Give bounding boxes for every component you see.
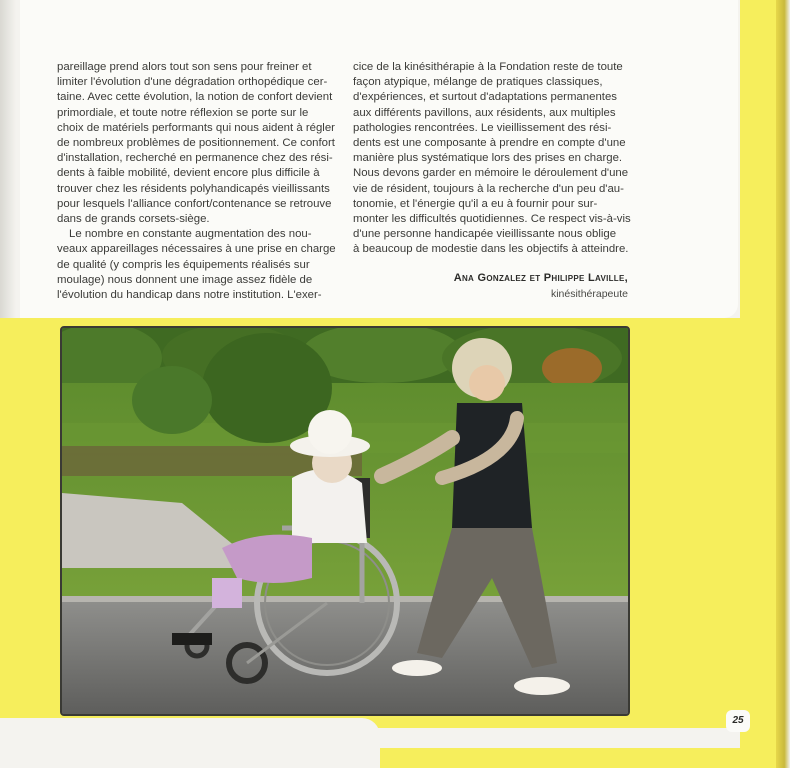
text-line: à beaucoup de modestie dans les objectifs à atteindre. (353, 243, 629, 256)
page-edge (776, 0, 790, 768)
text-line: vie de résident, toujours à la recherche d'un peu d'au- (353, 182, 624, 195)
text-line: dents à faible mobilité, devient encore plus difficile à (57, 167, 320, 180)
text-line: l'évolution du handicap dans notre institution. L'exer- (57, 289, 322, 302)
text-line: limiter l'évolution d'une dégradation orthopédique cer- (57, 76, 328, 89)
text-line: façon atypique, mélange de pratiques classiques, (353, 76, 603, 89)
text-line: Nous devons garder en mémoire le déroulement d'une (353, 167, 629, 180)
author-role: kinésithérapeute (550, 288, 628, 300)
text-line: taine. Avec cette évolution, la notion de confort devient (57, 91, 333, 104)
author-names: Ana Gonzalez et Philippe Laville, (453, 272, 628, 284)
text-line: aux différents pavillons, aux résidents, aux multiples (353, 106, 616, 119)
page-number: 25 (726, 710, 750, 732)
text-line: d'une personne handicapée vieillissante nous oblige (353, 228, 617, 241)
article-column-left (57, 60, 343, 303)
text-line: veaux appareillages nécessaires à une prise en charge (57, 243, 336, 256)
bottom-page-area (0, 718, 380, 768)
text-line: d'expériences, et surtout d'adaptations permanentes (353, 91, 617, 104)
text-line: dans de grands corsets-siège. (57, 213, 210, 226)
article-photo (60, 326, 630, 716)
yellow-margin (740, 0, 778, 768)
article-column-right (353, 60, 631, 258)
text-line: pathologies rencontrées. Le vieillissement des rési- (353, 121, 612, 134)
text-line: monter les difficultés quotidiennes. Ce respect vis-à-vis (353, 213, 631, 226)
text-line: d'installation, recherché en permanence chez des rési- (57, 152, 333, 165)
text-line: tonomie, et l'énergie qu'il a eu à fournir pour sur- (353, 197, 598, 210)
photo-illustration (62, 328, 628, 714)
text-line: dents est une composante à prendre en compte d'une (353, 137, 626, 150)
text-line: manière plus systématique lors des prises en charge. (353, 152, 623, 165)
text-line: de nombreux problèmes de positionnement. Ce confort (57, 137, 335, 150)
text-line: primordiale, et toute notre réflexion se porte sur le (57, 106, 309, 119)
text-line: cice de la kinésithérapie à la Fondation reste de toute (353, 61, 623, 73)
text-line: choix de matériels performants qui nous aident à régler (57, 121, 335, 134)
text-line: pareillage prend alors tout son sens pour freiner et (57, 61, 312, 73)
article-signature (454, 270, 628, 302)
yellow-bottom-strip (380, 748, 776, 768)
text-line: pour lesquels l'alliance confort/contenance se retrouve (57, 197, 332, 210)
text-line: de qualité (y compris les équipements réalisés sur (57, 258, 310, 271)
text-line: trouver chez les résidents polyhandicapés vieillissants (57, 182, 330, 195)
text-line: Le nombre en constante augmentation des nou- (69, 228, 312, 241)
text-line: moulage) nous donnent une image assez fidèle de (57, 273, 313, 286)
